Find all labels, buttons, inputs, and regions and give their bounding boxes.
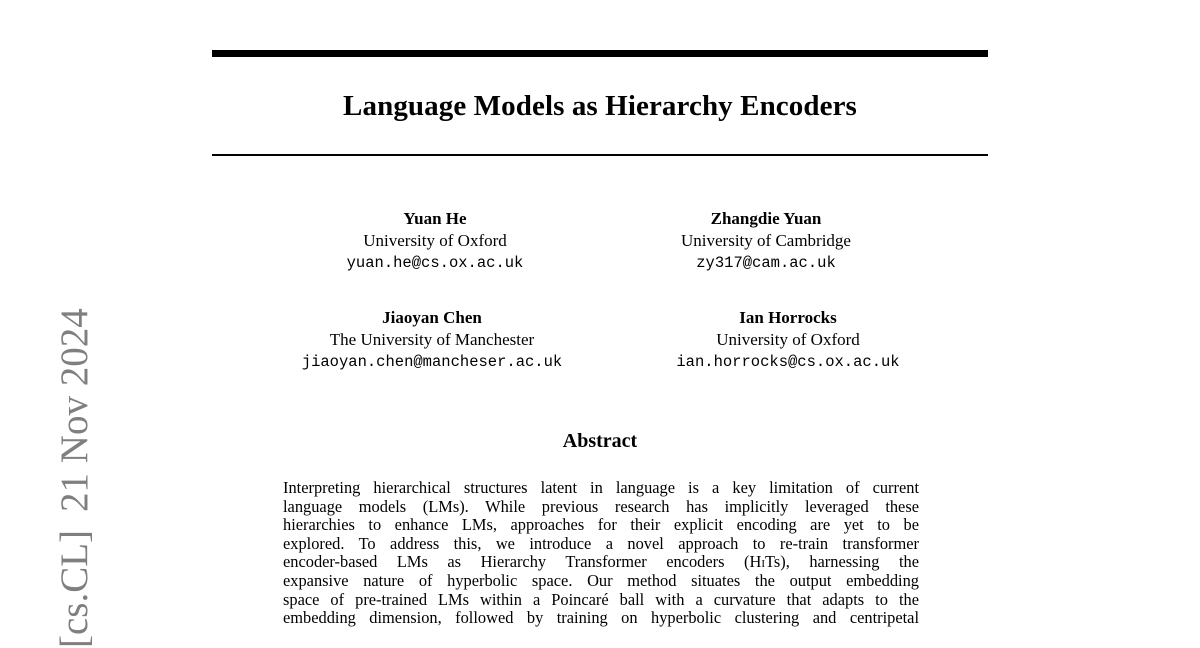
author-affiliation: University of Cambridge (681, 231, 851, 250)
abstract-body (283, 479, 919, 628)
arxiv-date: 21 Nov 2024 (53, 308, 96, 512)
author-name: Zhangdie Yuan (710, 209, 822, 228)
author-name: Jiaoyan Chen (382, 308, 482, 327)
title-top-rule (212, 50, 988, 57)
abstract-line: expansive nature of hyperbolic space. Our method situates the output embedding (283, 570, 919, 590)
acronym-small-caps: i (761, 552, 765, 572)
author-email: ian.horrocks@cs.ox.ac.uk (676, 353, 900, 371)
abstract-line: Interpreting hierarchical structures latent in language is a key limitation of current (283, 478, 919, 497)
author-affiliation: The University of Manchester (329, 330, 535, 349)
abstract-line: explored. To address this, we introduce a novel approach to re-train transformer (283, 533, 919, 553)
author-name: Ian Horrocks (739, 308, 837, 327)
paper-title: Language Models as Hierarchy Encoders (343, 90, 857, 122)
author-affiliation: University of Oxford (716, 330, 860, 349)
abstract-line: language models (LMs). While previous research has implicitly leveraged these (283, 496, 919, 516)
abstract-line: hierarchies to enhance LMs, approaches for their explicit encoding are yet to be (283, 515, 919, 535)
author-affiliation: University of Oxford (363, 231, 507, 250)
abstract-heading: Abstract (562, 430, 638, 452)
arxiv-category: [cs.CL] (53, 529, 96, 648)
title-bottom-rule (212, 154, 988, 156)
abstract-line: encoder-based LMs as Hierarchy Transformer encoders (HiTs), harnessing the (283, 552, 919, 572)
author-block (606, 208, 926, 274)
author-email: yuan.he@cs.ox.ac.uk (346, 254, 524, 272)
arxiv-stamp (50, 308, 100, 648)
author-block (275, 208, 595, 274)
author-email: jiaoyan.chen@mancheser.ac.uk (301, 353, 563, 371)
author-email: zy317@cam.ac.uk (696, 254, 836, 272)
abstract-line: embedding dimension, followed by training on hyperbolic clustering and centripetal (283, 608, 919, 628)
author-name: Yuan He (403, 209, 467, 228)
abstract-line: space of pre-trained LMs within a Poincaré ball with a curvature that adapts to the (283, 589, 919, 609)
author-block (272, 307, 592, 373)
author-block (628, 307, 948, 373)
